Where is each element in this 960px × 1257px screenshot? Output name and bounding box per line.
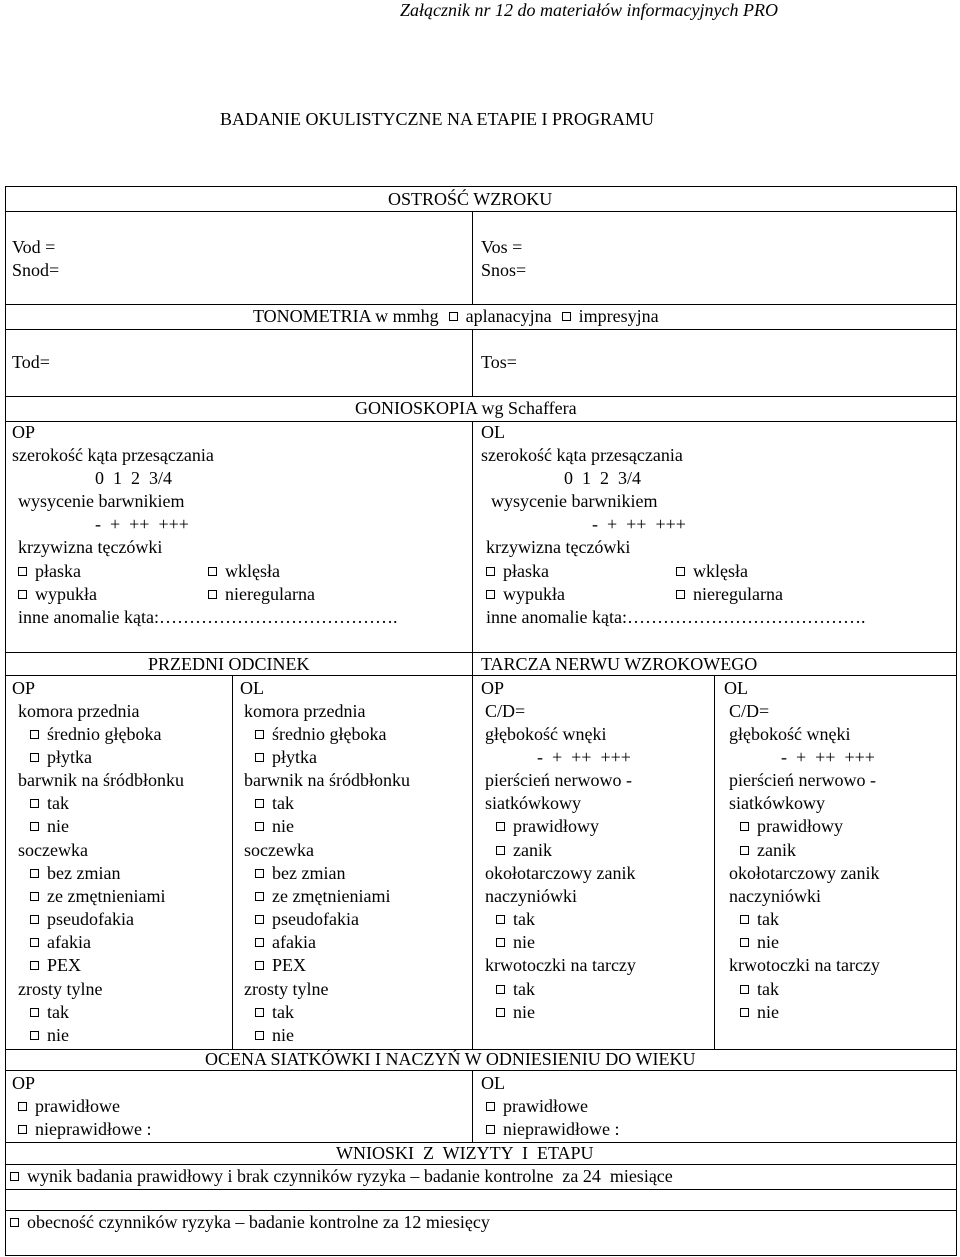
vod-field[interactable]: Vod = xyxy=(12,237,56,257)
checkbox-icon[interactable] xyxy=(449,312,458,321)
checkbox-icon[interactable] xyxy=(18,590,27,599)
checkbox-icon[interactable] xyxy=(486,567,495,576)
checkbox-icon[interactable] xyxy=(30,869,39,878)
checkbox-icon[interactable] xyxy=(255,822,264,831)
anterior-segment-heading: PRZEDNI ODCINEK xyxy=(148,654,310,674)
checkbox-icon[interactable] xyxy=(10,1172,19,1181)
checkbox-icon[interactable] xyxy=(740,985,749,994)
retina-heading: OCENA SIATKÓWKI I NACZYŃ W ODNIESIENIU DO WIEKU xyxy=(205,1049,696,1069)
checkbox-icon[interactable] xyxy=(676,590,685,599)
visual-acuity-heading: OSTROŚĆ WZROKU xyxy=(388,189,553,209)
conclusion-option-2[interactable]: obecność czynników ryzyka – badanie kontrolne za 12 miesięcy xyxy=(10,1212,490,1233)
checkbox-icon[interactable] xyxy=(740,938,749,947)
checkbox-icon[interactable] xyxy=(10,1218,19,1227)
checkbox-icon[interactable] xyxy=(30,822,39,831)
checkbox-icon[interactable] xyxy=(208,567,217,576)
checkbox-icon[interactable] xyxy=(255,892,264,901)
checkbox-icon[interactable] xyxy=(255,961,264,970)
checkbox-icon[interactable] xyxy=(496,985,505,994)
aplanation-option: aplanacyjna xyxy=(465,306,552,326)
checkbox-icon[interactable] xyxy=(208,590,217,599)
checkbox-icon[interactable] xyxy=(18,1102,27,1111)
checkbox-icon[interactable] xyxy=(255,753,264,762)
checkbox-icon[interactable] xyxy=(18,1125,27,1134)
checkbox-icon[interactable] xyxy=(255,730,264,739)
checkbox-icon[interactable] xyxy=(255,799,264,808)
gonioscopy-heading: GONIOSKOPIA wg Schaffera xyxy=(355,398,577,418)
checkbox-icon[interactable] xyxy=(496,1008,505,1017)
conclusion-option-1[interactable]: wynik badania prawidłowy i brak czynników ryzyka – badanie kontrolne za 24 miesiące xyxy=(10,1166,673,1187)
checkbox-icon[interactable] xyxy=(496,846,505,855)
checkbox-icon[interactable] xyxy=(255,915,264,924)
checkbox-icon[interactable] xyxy=(740,822,749,831)
vos-field[interactable]: Vos = xyxy=(481,237,523,257)
checkbox-icon[interactable] xyxy=(740,1008,749,1017)
page-title: BADANIE OKULISTYCZNE NA ETAPIE I PROGRAMU xyxy=(220,109,655,129)
checkbox-icon[interactable] xyxy=(496,915,505,924)
checkbox-icon[interactable] xyxy=(740,846,749,855)
checkbox-icon[interactable] xyxy=(30,915,39,924)
snod-field[interactable]: Snod= xyxy=(12,260,60,280)
tonometry-heading: TONOMETRIA w mmhg aplanacyjna impresyjna xyxy=(253,306,659,326)
checkbox-icon[interactable] xyxy=(496,822,505,831)
other-anomalies-field[interactable]: inne anomalie kąta:…………………………………. xyxy=(486,607,866,627)
checkbox-icon[interactable] xyxy=(255,1008,264,1017)
checkbox-icon[interactable] xyxy=(30,892,39,901)
checkbox-icon[interactable] xyxy=(18,567,27,576)
checkbox-icon[interactable] xyxy=(255,938,264,947)
attachment-note: Załącznik nr 12 do materiałów informacyjnych PRO xyxy=(400,0,778,20)
tos-field[interactable]: Tos= xyxy=(481,352,517,372)
cd-field[interactable]: C/D= xyxy=(485,701,526,721)
conclusions-heading: WNIOSKI Z WIZYTY I ETAPU xyxy=(336,1143,594,1163)
snos-field[interactable]: Snos= xyxy=(481,260,527,280)
other-anomalies-field[interactable]: inne anomalie kąta:…………………………………. xyxy=(18,607,398,627)
checkbox-icon[interactable] xyxy=(30,1031,39,1040)
checkbox-icon[interactable] xyxy=(30,1008,39,1017)
checkbox-icon[interactable] xyxy=(30,799,39,808)
checkbox-icon[interactable] xyxy=(30,938,39,947)
checkbox-icon[interactable] xyxy=(486,590,495,599)
cd-field[interactable]: C/D= xyxy=(729,701,770,721)
impression-option: impresyjna xyxy=(578,306,659,326)
checkbox-icon[interactable] xyxy=(255,1031,264,1040)
tod-field[interactable]: Tod= xyxy=(12,352,50,372)
checkbox-icon[interactable] xyxy=(255,869,264,878)
checkbox-icon[interactable] xyxy=(740,915,749,924)
checkbox-icon[interactable] xyxy=(30,730,39,739)
optic-disc-heading: TARCZA NERWU WZROKOWEGO xyxy=(481,654,758,674)
checkbox-icon[interactable] xyxy=(486,1102,495,1111)
checkbox-icon[interactable] xyxy=(496,938,505,947)
checkbox-icon[interactable] xyxy=(30,961,39,970)
checkbox-icon[interactable] xyxy=(486,1125,495,1134)
checkbox-icon[interactable] xyxy=(676,567,685,576)
checkbox-icon[interactable] xyxy=(562,312,571,321)
checkbox-icon[interactable] xyxy=(30,753,39,762)
